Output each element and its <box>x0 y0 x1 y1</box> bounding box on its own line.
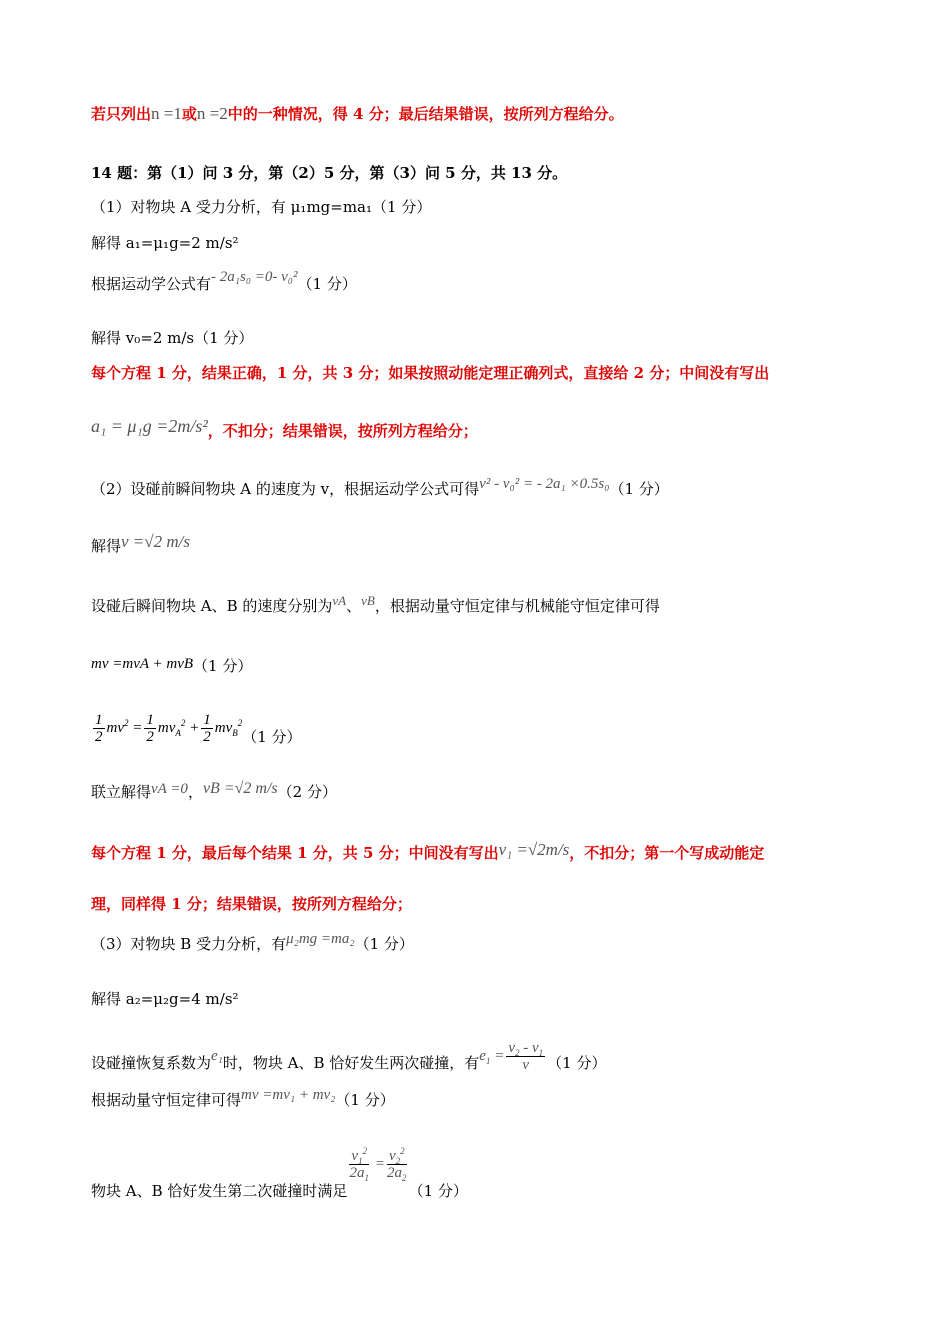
part2-red-note1: 每个方程 1 分，最后每个结果 1 分，共 5 分；中间没有写出v₁ =√2m/s，不扣分；第一个写成动能定 <box>91 840 765 862</box>
formula-vA: vA =0 <box>151 781 188 797</box>
part3-line4: 根据动量守恒定律可得mv =mv₁ + mv₂（1 分） <box>91 1087 395 1109</box>
part2-line2: 解得v =√2 m/s <box>91 532 190 555</box>
q14-header: 14 题：第（1）问 3 分，第（2）5 分，第（3）问 5 分，共 13 分。 <box>91 164 568 182</box>
formula-mu2: μ₂mg =ma₂ <box>286 931 355 947</box>
formula-v1: v₁ =√2m/s <box>498 840 570 859</box>
formula-momentum: mv =mvA + mvB <box>91 656 194 672</box>
formula-a1: a₁ = μ₁g =2m/s² <box>91 416 208 436</box>
part2-result: 联立解得vA =0，vB =√2 m/s（2 分） <box>91 780 337 801</box>
part2-eq2: $\frac{1}{2}$ $mv^2$ = $\frac{1}{2}$ $mv_A^2$ + $\frac{1}{2}$ $mv_B^2(1$ 分） <box>91 712 302 745</box>
formula-second-collision: $\frac{v_1^2}{2a_1}$ = $\frac{v_2^2}{2a_2}$ <box>349 1146 407 1183</box>
part1-red-note1: 每个方程 1 分，结果正确，1 分，共 3 分；如果按照动能定理正确列式，直接给 2 分；中间没有写出 <box>91 364 770 382</box>
part2-line1: （2）设碰前瞬间物块 A 的速度为 v，根据运动学公式可得v² - v₀² = - 2a₁ ×0.5s₀（1 分） <box>91 476 669 498</box>
part1-red-note2: a₁ = μ₁g =2m/s²，不扣分；结果错误，按所列方程给分； <box>91 416 478 440</box>
formula-n1: n =1 <box>151 104 182 123</box>
symbol-vA: vA <box>332 593 347 608</box>
part2-red-note3: 理，同样得 1 分；结果错误，按所列方程给分； <box>91 895 412 913</box>
part3-line1: （3）对物块 B 受力分析，有μ₂mg =ma₂（1 分） <box>91 931 414 953</box>
formula-n2: n =2 <box>196 104 228 123</box>
formula-energy: $\frac{1}{2}$ $mv^2$ = $\frac{1}{2}$ $mv_A^2$ + $\frac{1}{2}$ $mv_B^2$ <box>95 712 243 745</box>
formula-velocity: v² - v₀² = - 2a₁ ×0.5s₀ <box>479 476 610 492</box>
part3-line3: 设碰撞恢复系数为e₁时，物块 A、B 恰好发生两次碰撞，有$e_1$ = $\frac{v_2 - v_1}{v}$ （1 分） <box>91 1040 607 1073</box>
part3-line2: 解得 a₂=μ₂g=4 m/s² <box>91 990 239 1008</box>
formula-v: v =√2 m/s <box>121 532 190 551</box>
formula-kinematic: - 2a₁s₀ =0- v₀² <box>211 269 298 285</box>
part3-line5: 物块 A、B 恰好发生第二次碰撞时满足 $\frac{v_1^2}{2a_1}$ = $\frac{v_2^2}{2a_2}$ （1 分） <box>91 1146 468 1200</box>
part1-line2: 解得 a₁=μ₁g=2 m/s² <box>91 234 239 252</box>
part2-line3: 设碰后瞬间物块 A、B 的速度分别为vA、vB，根据动量守恒定律与机械能守恒定律可得 <box>91 593 660 615</box>
part1-line1: （1）对物块 A 受力分析，有 μ₁mg=ma₁（1 分） <box>91 198 432 216</box>
part1-line4: 解得 v₀=2 m/s（1 分） <box>91 329 254 347</box>
formula-vB: vB =√2 m/s <box>202 780 278 797</box>
part2-eq1: mv =mvA + mvB（1 分） <box>91 656 253 675</box>
symbol-vB: vB <box>361 593 375 608</box>
part1-line3: 根据运动学公式有- 2a₁s₀ =0- v₀²（1 分） <box>91 269 357 293</box>
symbol-e1: e₁ <box>211 1047 223 1064</box>
formula-momentum2: mv =mv₁ + mv₂ <box>241 1087 336 1103</box>
note-top: 若只列出n =1或n =2中的一种情况，得 4 分；最后结果错误，按所列方程给分。 <box>91 104 624 123</box>
formula-restitution: $e_1$ = $\frac{v_2 - v_1}{v}$ <box>479 1040 544 1073</box>
